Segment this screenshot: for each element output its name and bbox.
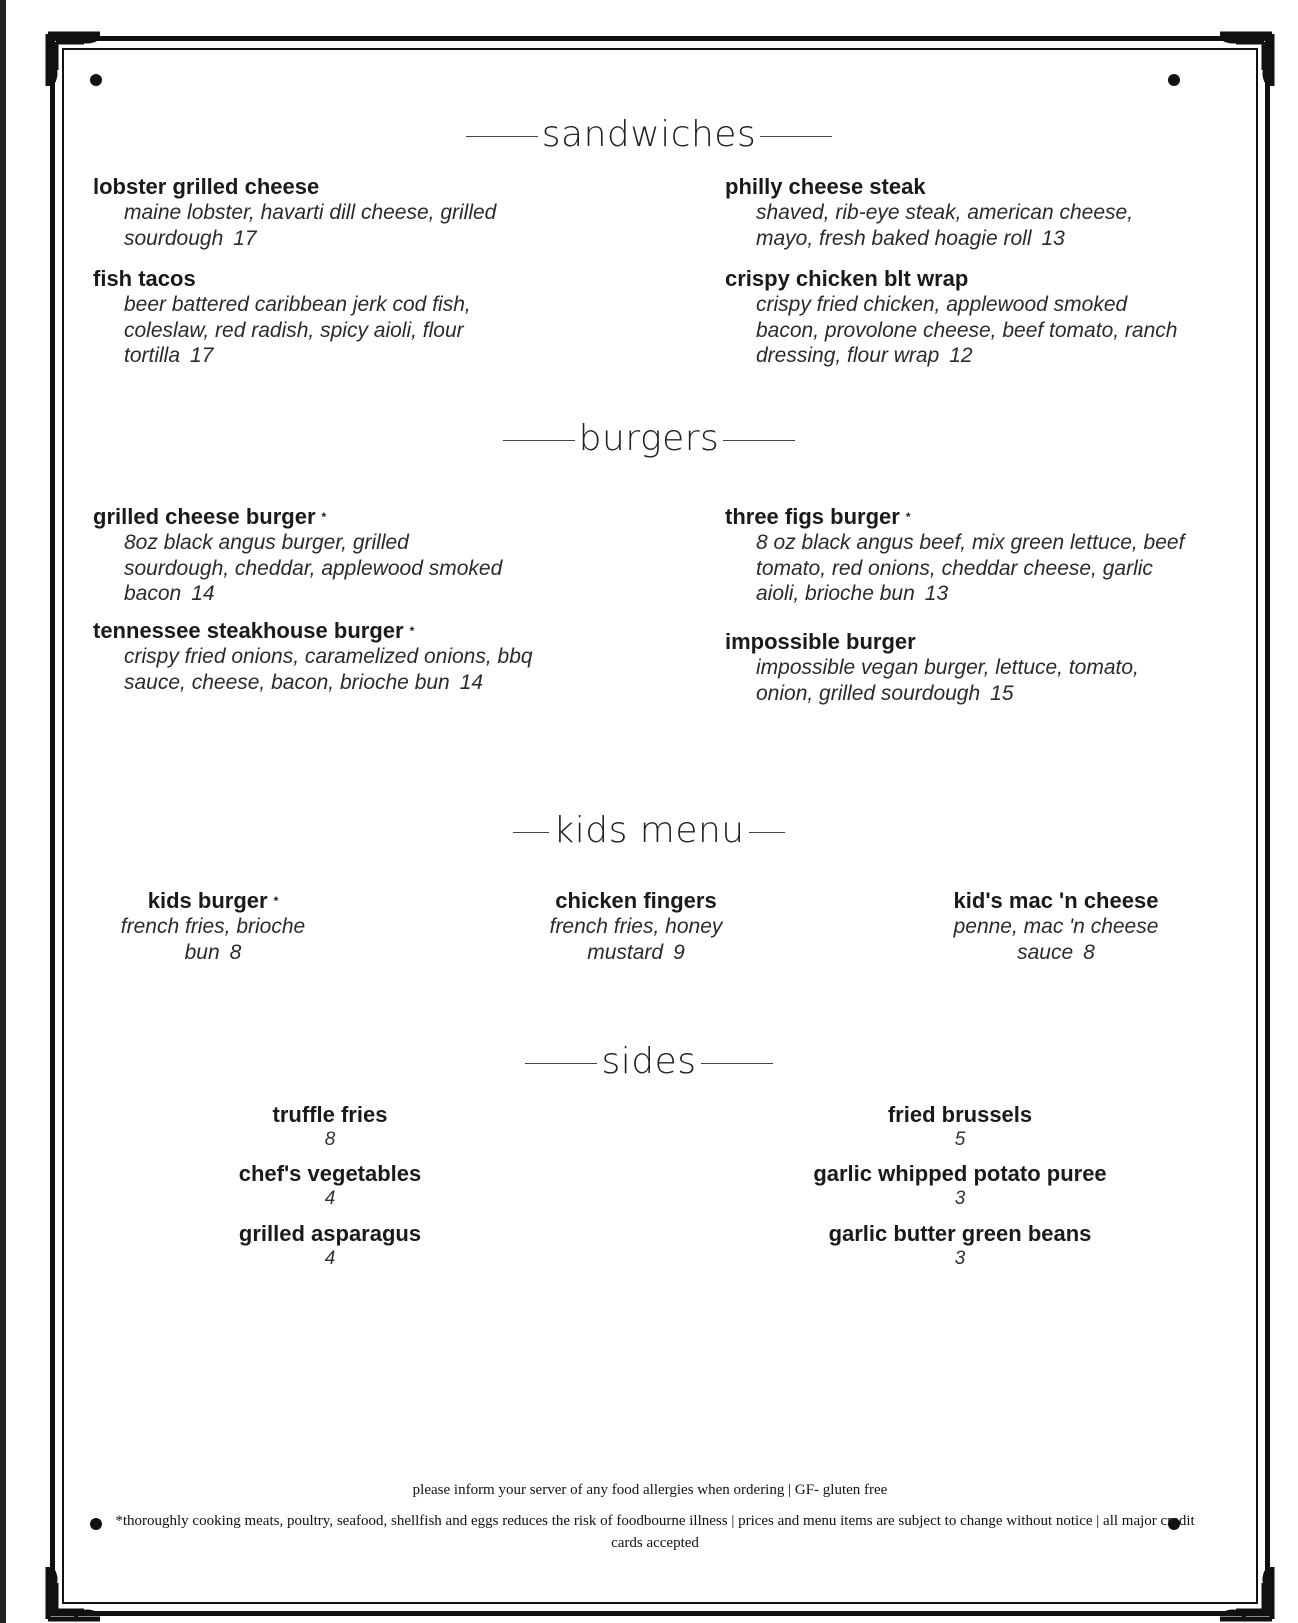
item-name: fried brussels [887, 1102, 1033, 1127]
item-name [93, 504, 513, 530]
item-description [725, 200, 1195, 251]
item-name: lobster grilled cheese [93, 174, 320, 199]
item-name [93, 618, 563, 644]
item-desc-text: 8oz black angus burger, grilled sourdough, cheddar, applewood smoked bacon [124, 531, 503, 605]
item-name: truffle fries [272, 1102, 388, 1127]
item-description [93, 292, 523, 369]
side-item [180, 1161, 480, 1211]
item-name: kid's mac 'n cheese [953, 888, 1159, 913]
item-price: 4 [324, 1188, 336, 1209]
item-name-text: tennessee steakhouse burger [93, 618, 404, 643]
item-name: fish tacos [93, 266, 196, 291]
side-item [800, 1221, 1120, 1271]
section-title-text: burgers [578, 418, 720, 459]
item-name-text: kids burger [147, 888, 268, 913]
item-price: 8 [324, 1129, 336, 1150]
food-safety-notice: *thoroughly cooking meats, poultry, seafood, shellfish and eggs reduces the risk of foodbourne illness | prices and menu items are subject to change without notice | all major credit cards accepted [115, 1513, 1195, 1551]
item-price: 5 [954, 1129, 966, 1150]
item-price: 17 [233, 226, 257, 250]
asterisk: * [321, 510, 327, 524]
section-title-sandwiches [0, 114, 1298, 155]
section-title-sides [0, 1041, 1298, 1082]
item-description [725, 530, 1195, 607]
title-rule [723, 440, 795, 441]
title-rule [503, 440, 575, 441]
item-name: impossible burger [725, 629, 916, 654]
menu-item [93, 174, 563, 251]
menu-item [93, 504, 513, 607]
corner-ornament-icon [1216, 30, 1276, 90]
item-desc-text: impossible vegan burger, lettuce, tomato, onion, grilled sourdough [756, 656, 1139, 705]
section-title-text: kids menu [553, 810, 745, 851]
title-rule [749, 832, 785, 833]
item-description [93, 644, 563, 695]
menu-item [725, 629, 1195, 706]
item-name: garlic butter green beans [828, 1221, 1092, 1246]
item-name: grilled asparagus [238, 1221, 422, 1246]
title-rule [466, 136, 538, 137]
item-description [527, 914, 745, 965]
asterisk: * [905, 510, 911, 524]
item-price: 3 [954, 1188, 966, 1209]
section-title-text: sides [601, 1041, 697, 1082]
item-desc-text: penne, mac 'n cheese sauce [953, 915, 1159, 964]
item-price: 14 [191, 582, 215, 605]
item-name-text: three figs burger [725, 504, 900, 529]
item-name: crispy chicken blt wrap [725, 266, 969, 291]
asterisk: * [273, 894, 279, 908]
item-description [93, 200, 563, 251]
section-title-kids-menu [0, 810, 1298, 851]
item-price: 17 [190, 344, 214, 367]
item-description [725, 292, 1195, 369]
item-desc-text: beer battered caribbean jerk cod fish, coleslaw, red radish, spicy aioli, flour tortilla [124, 293, 471, 367]
item-desc-text: crispy fried onions, caramelized onions, bbq sauce, cheese, bacon, brioche bun [124, 645, 533, 694]
menu-item [527, 888, 745, 965]
item-price: 13 [1041, 226, 1065, 250]
item-desc-text: french fries, honey mustard [549, 915, 723, 964]
menu-item [93, 266, 523, 369]
item-desc-text: crispy fried chicken, applewood smoked bacon, provolone cheese, beef tomato, ranch dressing, flour wrap [756, 293, 1178, 367]
item-price: 9 [673, 940, 685, 964]
item-name [103, 888, 323, 914]
side-item [800, 1161, 1120, 1211]
section-title-burgers [0, 418, 1298, 459]
item-description [725, 655, 1195, 706]
menu-item [725, 504, 1195, 607]
title-rule [701, 1063, 773, 1064]
item-price: 15 [990, 681, 1014, 705]
corner-ornament-icon [1216, 1563, 1276, 1623]
item-price: 8 [1083, 940, 1095, 964]
item-description [93, 530, 513, 607]
title-rule [525, 1063, 597, 1064]
side-item [800, 1102, 1120, 1152]
item-price: 13 [924, 582, 949, 605]
item-price: 3 [954, 1248, 966, 1269]
corner-ornament-icon [44, 1563, 104, 1623]
item-price: 8 [229, 940, 242, 964]
menu-item [928, 888, 1184, 965]
allergy-notice: please inform your server of any food allergies when ordering | GF- gluten free [412, 1482, 888, 1498]
item-price: 4 [324, 1248, 336, 1269]
item-price: 14 [459, 670, 484, 694]
side-item [180, 1221, 480, 1271]
ornament-dot-icon [1168, 74, 1180, 86]
item-desc-text: french fries, brioche bun [120, 915, 306, 964]
title-rule [760, 136, 832, 137]
section-title-text: sandwiches [541, 114, 757, 155]
title-rule [513, 832, 549, 833]
item-description [928, 914, 1184, 965]
ornament-dot-icon [90, 74, 102, 86]
asterisk: * [409, 624, 415, 638]
item-desc-text: shaved, rib-eye steak, american cheese, mayo, fresh baked hoagie roll [756, 201, 1134, 250]
menu-item [93, 618, 563, 695]
item-name: philly cheese steak [725, 174, 926, 199]
item-price: 12 [949, 344, 973, 367]
menu-item [103, 888, 323, 965]
item-name: chicken fingers [555, 888, 717, 913]
menu-item [725, 266, 1195, 369]
item-name-text: grilled cheese burger [93, 504, 316, 529]
item-name: garlic whipped potato puree [813, 1161, 1107, 1186]
item-description [103, 914, 323, 965]
item-name [725, 504, 1195, 530]
item-name: chef's vegetables [238, 1161, 422, 1186]
menu-item [725, 174, 1195, 251]
side-item [180, 1102, 480, 1152]
item-desc-text: maine lobster, havarti dill cheese, grilled sourdough [124, 201, 497, 250]
item-desc-text: 8 oz black angus beef, mix green lettuce, beef tomato, red onions, cheddar cheese, garlic aioli, brioche bun [756, 531, 1185, 605]
ornament-dot-icon [90, 1518, 102, 1530]
